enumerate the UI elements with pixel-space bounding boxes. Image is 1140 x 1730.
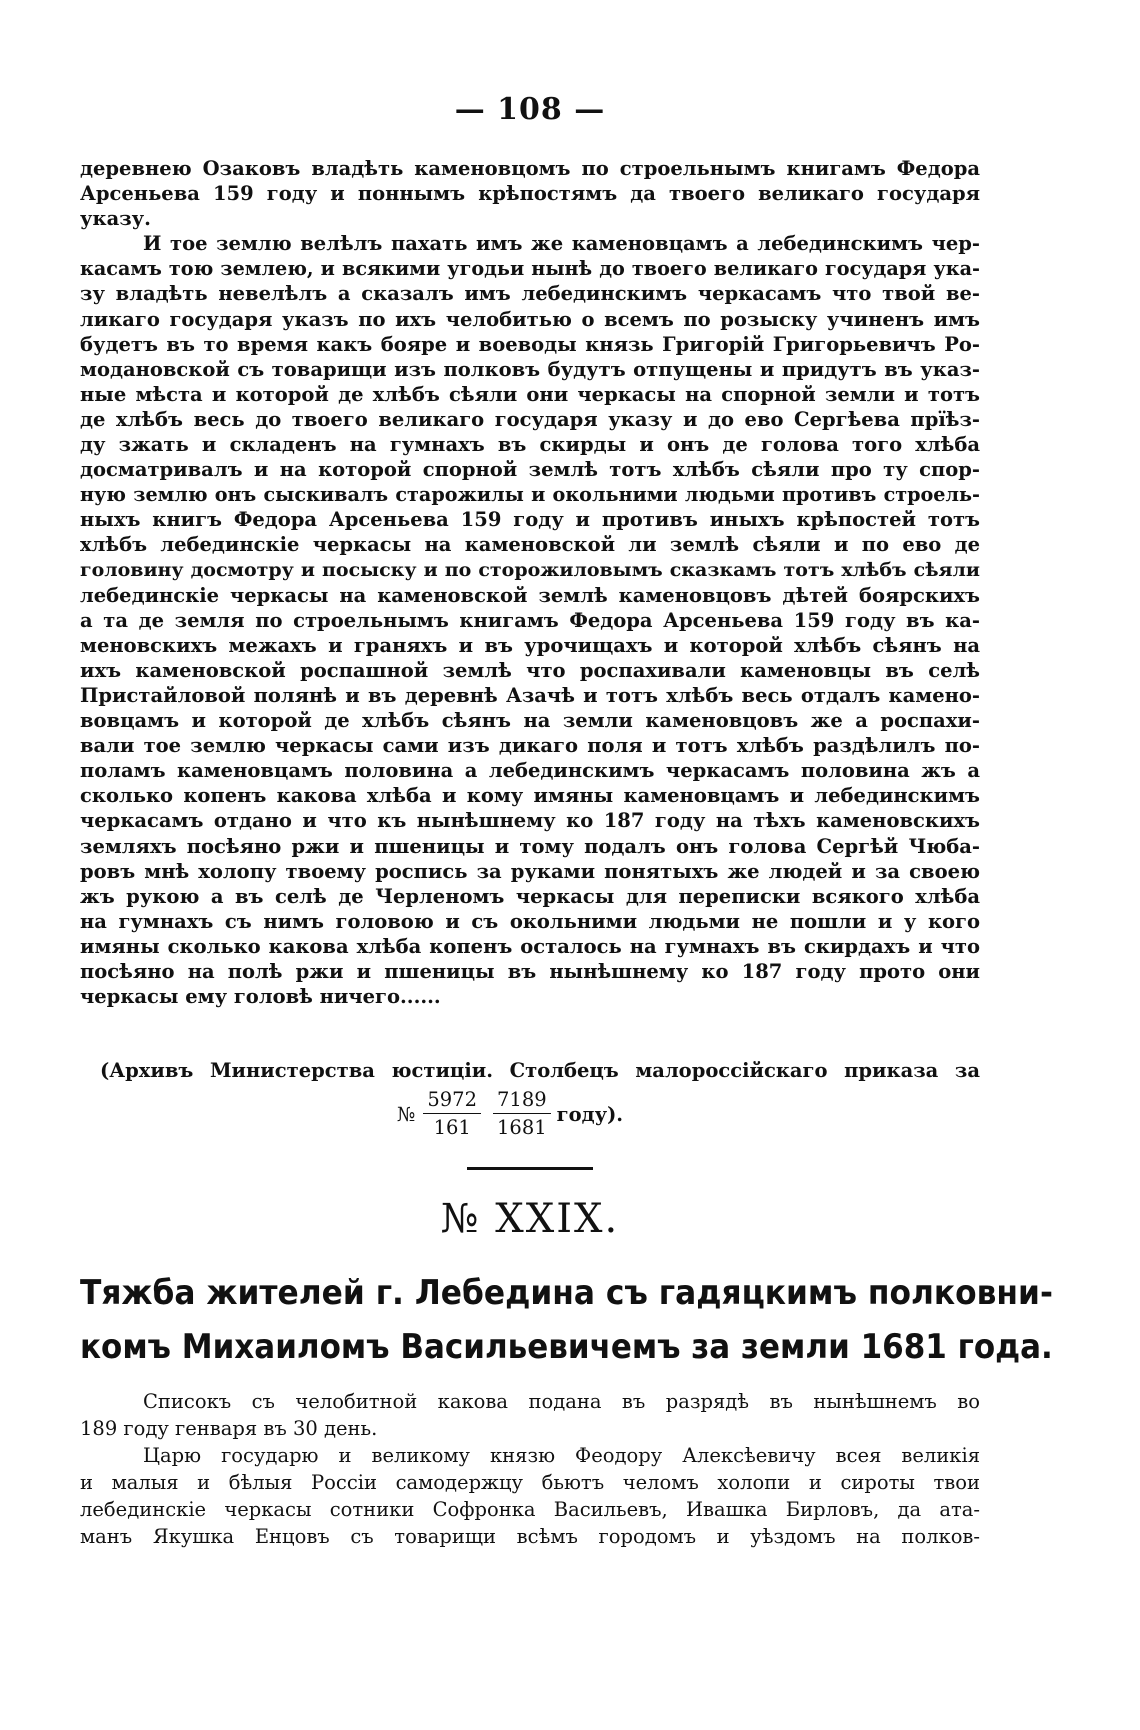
petition-text (80, 1388, 980, 1550)
text-line: зу владѣть невелѣлъ а сказалъ имъ лебединскимъ черкасамъ что твой ве- (80, 282, 980, 306)
text-line: вовцамъ и которой де хлѣбъ сѣянъ на земли каменовцовъ же а роспахи- (80, 709, 980, 733)
text-line: модановской съ товарищи изъ полковъ будутъ отпущены и придутъ въ указ- (80, 357, 980, 381)
text-line: посѣяно на полѣ ржи и пшеницы въ нынѣшнему ко 187 году прото они (80, 960, 980, 983)
text-line: касамъ тою землею, и всякими угодьи нынѣ до твоего великаго государя ука- (80, 257, 980, 281)
citation-tail: году). (556, 1103, 624, 1126)
text-line: и малыя и бѣлыя Россіи самодержцу бьютъ челомъ холопи и сироты твои (80, 1471, 980, 1494)
text-line: де хлѣбъ весь до твоего великаго государя указу и до ево Сергѣева прїѣз- (80, 407, 980, 431)
title-line: комъ Михаиломъ Васильевичемъ за земли 1681 года. (80, 1327, 1053, 1366)
text-line: черкасамъ отдано и что къ нынѣшнему ко 187 году на тѣхъ каменовскихъ (80, 809, 980, 833)
text-line: 189 году генваря въ 30 день. (80, 1417, 378, 1440)
fraction-2 (493, 1087, 551, 1142)
text-line: манъ Якушка Енцовъ съ товарищи всѣмъ городомъ и уѣздомъ на полков- (80, 1525, 980, 1548)
text-line: имяны сколько какова хлѣба копенъ осталось на гумнахъ въ скирдахъ и что (80, 934, 980, 958)
text-line: деревнею Озаковъ владѣть каменовцомъ по строельнымъ книгамъ Федора (80, 157, 980, 180)
continued-text (80, 156, 980, 1009)
text-line: вали тое землю черкасы сами изъ дикаго поля и тотъ хлѣбъ раздѣлилъ по- (80, 734, 980, 758)
text-line: ныхъ книгъ Федора Арсеньева 159 году и противъ иныхъ крѣпостей тотъ (80, 508, 980, 532)
document-page (80, 0, 1053, 1730)
section-divider (467, 1167, 593, 1170)
text-line: ликаго государя указъ по ихъ челобитью о всемъ по розыску учиненъ имъ (80, 307, 980, 331)
text-line: головину досмотру и посыску и по сторожиловымъ сказкамъ тотъ хлѣбъ сѣяли (80, 558, 980, 581)
text-line: указу. (80, 207, 151, 231)
fraction-numerator: 7189 (493, 1087, 551, 1114)
text-line: ду зжать и складенъ на гумнахъ въ скирды и онъ де голова того хлѣба (80, 433, 980, 457)
document-number: № XXIX. (440, 1196, 620, 1242)
text-line: лебединскіе черкасы на каменовской землѣ каменовцовъ дѣтей боярскихъ (80, 583, 980, 607)
text-line: хлѣбъ лебединскіе черкасы на каменовской ли землѣ сѣяли и по ево де (80, 533, 980, 557)
page-number: — 108 — (454, 92, 606, 127)
text-line: поламъ каменовцамъ половина а лебединскимъ черкасамъ половина жъ а (80, 759, 980, 783)
text-line: Царю государю и великому князю Феодору Алексѣевичу всея великія (143, 1444, 980, 1467)
text-line: черкасы ему головѣ ничего...... (80, 985, 441, 1009)
fraction-numerator: 5972 (423, 1087, 481, 1114)
citation-line: (Архивъ Министерства юстиціи. Столбецъ малороссійскаго приказа за (100, 1059, 980, 1082)
text-line: Пристайловой полянѣ и въ деревнѣ Азачѣ и тотъ хлѣбъ весь отдалъ камено- (80, 683, 980, 707)
text-line: лебединскіе черкасы сотники Софронка Васильевъ, Ивашка Бирловъ, да ата- (80, 1498, 980, 1521)
text-line: ихъ каменовской роспашной землѣ что роспахивали каменовцы въ селѣ (80, 658, 980, 682)
fraction-denominator: 1681 (497, 1116, 547, 1139)
title-line: Тяжба жителей г. Лебедина съ гадяцкимъ полковни- (80, 1273, 1053, 1313)
text-line: И тое землю велѣлъ пахать имъ же каменовцамъ а лебединскимъ чер- (143, 232, 980, 256)
text-line: земляхъ посѣяно ржи и пшеницы и тому подалъ онъ голова Сергѣй Чюба- (80, 834, 980, 858)
text-line: сколько копенъ какова хлѣба и кому имяны каменовцамъ и лебединскимъ (80, 784, 980, 808)
text-line: ную землю онъ сыскивалъ старожилы и окольними людьми противъ строель- (80, 483, 980, 507)
archive-citation (80, 1058, 980, 1142)
text-line: а та де земля по строельнымъ книгамъ Федора Арсеньева 159 году въ ка- (80, 608, 980, 632)
fraction-denominator: 161 (433, 1116, 471, 1139)
citation-reference (40, 1087, 980, 1142)
text-line: жъ рукою а въ селѣ де Черленомъ черкасы для переписки всякого хлѣба (80, 884, 980, 908)
text-line: Арсеньева 159 году и поннымъ крѣпостямъ да твоего великаго государя (80, 182, 980, 206)
fraction-1 (423, 1087, 481, 1142)
text-line: на гумнахъ съ нимъ головою и съ окольними людьми не пошли и у кого (80, 909, 980, 933)
text-line: Списокъ съ челобитной какова подана въ разрядѣ въ нынѣшнемъ во (143, 1390, 980, 1413)
number-sign: № (396, 1103, 416, 1126)
text-line: досматривалъ и на которой спорной землѣ тотъ хлѣбъ сѣяли про ту спор- (80, 458, 980, 482)
document-title (80, 1266, 1053, 1374)
text-line: ные мѣста и которой де хлѣбъ сѣяли они черкасы на спорной земли и тотъ (80, 382, 980, 406)
text-line: будетъ въ то время какъ бояре и воеводы князь Григорій Григорьевичъ Ро- (80, 332, 980, 356)
text-line: меновскихъ межахъ и граняхъ и въ урочищахъ и которой хлѣбъ сѣянъ на (80, 633, 980, 657)
text-line: ровъ мнѣ холопу твоему роспись за руками понятыхъ же людей и за своею (80, 859, 980, 883)
